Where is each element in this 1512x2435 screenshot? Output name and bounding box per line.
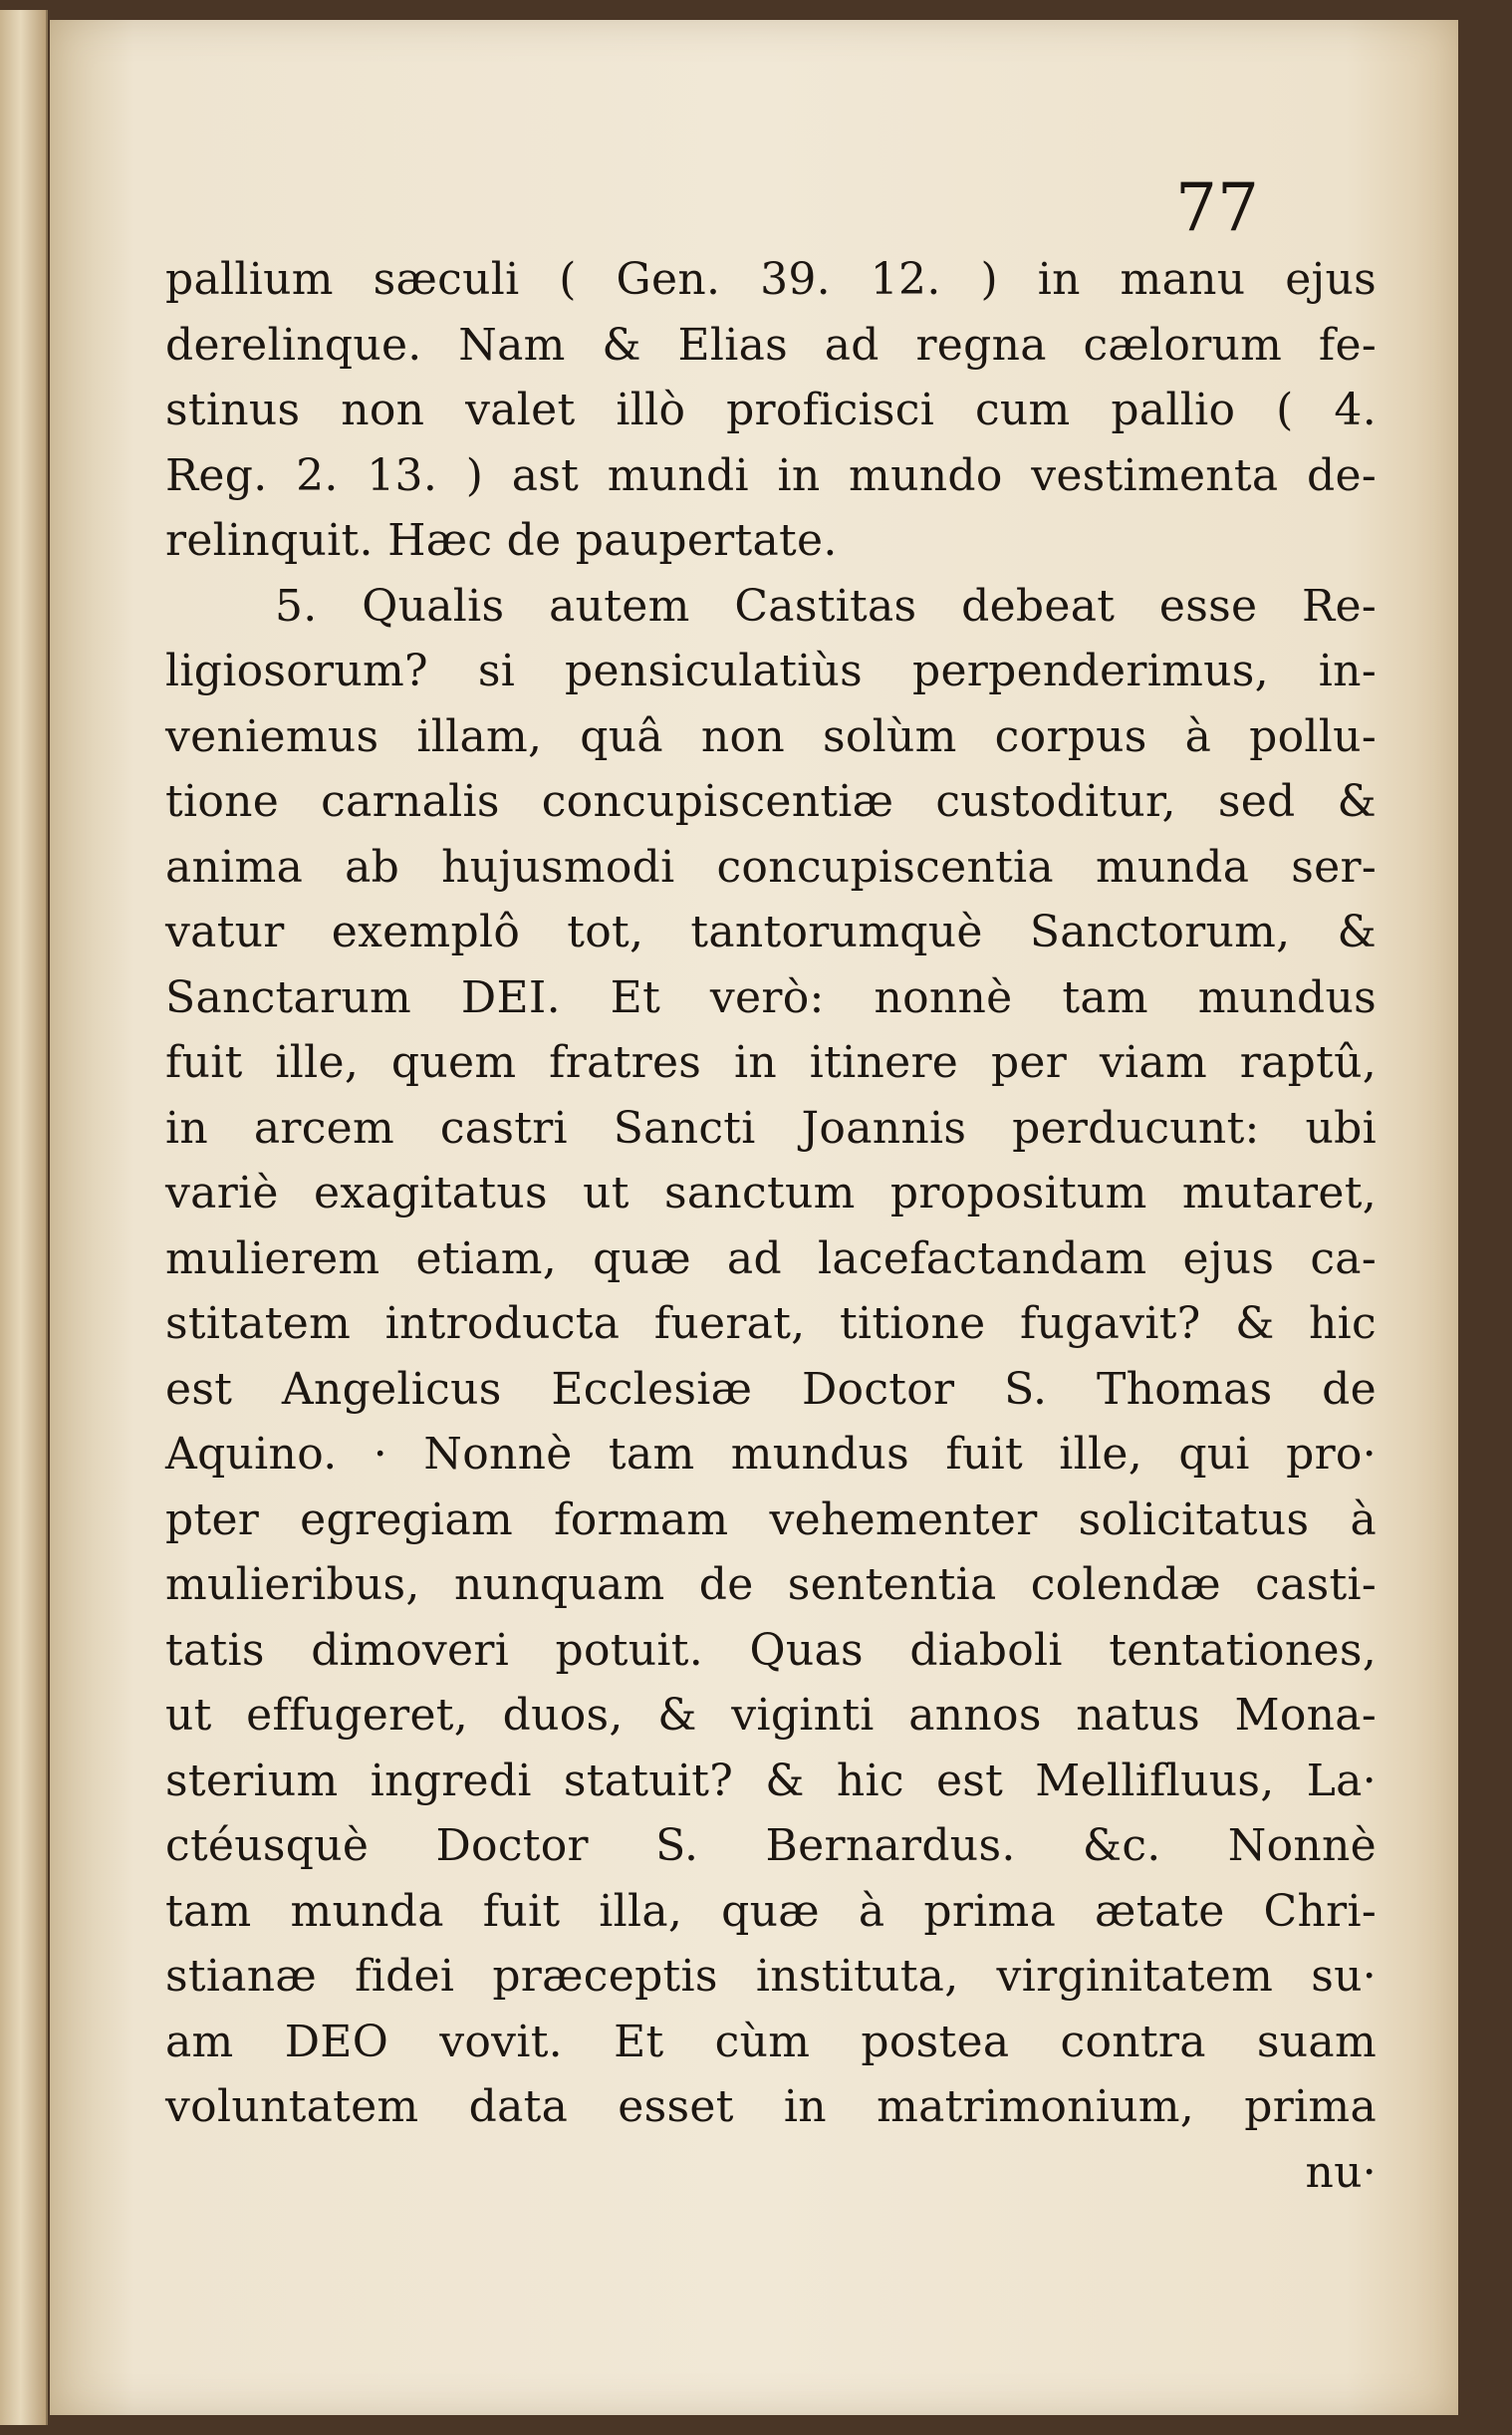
previous-page-edge bbox=[0, 10, 48, 2425]
book-page bbox=[50, 20, 1458, 2415]
text-line-12: Sanctarum DEI. Et verò: nonnè tam mundus bbox=[165, 971, 1377, 1023]
text-line-9: tione carnalis concupiscentiæ custoditur, sed & bbox=[165, 776, 1377, 827]
text-line-27: stianæ fidei præceptis instituta, virginitatem su· bbox=[165, 1951, 1377, 2002]
text-line-23: ut effugeret, duos, & viginti annos natus Mona- bbox=[165, 1690, 1377, 1741]
text-line-4: Reg. 2. 13. ) ast mundi in mundo vestimenta de- bbox=[165, 449, 1377, 501]
text-line-19: Aquino. · Nonnè tam mundus fuit ille, qui pro· bbox=[165, 1429, 1377, 1480]
text-line-5: relinquit. Hæc de paupertate. bbox=[165, 515, 838, 566]
page-number: 77 bbox=[1175, 169, 1259, 246]
text-line-13: fuit ille, quem fratres in itinere per viam raptû, bbox=[165, 1037, 1377, 1088]
text-line-8: veniemus illam, quâ non solùm corpus à pollu- bbox=[165, 710, 1377, 762]
text-line-20: pter egregiam formam vehementer solicitatus à bbox=[165, 1493, 1377, 1545]
text-line-15: variè exagitatus ut sanctum propositum mutaret, bbox=[165, 1168, 1377, 1218]
text-line-6: 5. Qualis autem Castitas debeat esse Re- bbox=[275, 580, 1377, 632]
catchword: nu· bbox=[1305, 2146, 1377, 2198]
text-line-10: anima ab hujusmodi concupiscentia munda ser- bbox=[165, 841, 1377, 893]
body-text bbox=[165, 247, 1377, 2205]
text-line-29: voluntatem data esset in matrimonium, prima bbox=[165, 2081, 1377, 2132]
text-line-2: derelinque. Nam & Elias ad regna cælorum fe- bbox=[165, 319, 1377, 371]
text-line-11: vatur exemplô tot, tantorumquè Sanctorum, & bbox=[165, 907, 1377, 957]
text-line-24: sterium ingredi statuit? & hic est Mellifluus, La· bbox=[165, 1755, 1377, 1806]
text-line-3: stinus non valet illò proficisci cum pallio ( 4. bbox=[165, 385, 1377, 435]
text-line-16: mulierem etiam, quæ ad lacefactandam ejus ca- bbox=[165, 1232, 1377, 1284]
text-line-17: stitatem introducta fuerat, titione fugavit? & hic bbox=[165, 1298, 1377, 1349]
text-line-26: tam munda fuit illa, quæ à prima ætate Chri- bbox=[165, 1885, 1377, 1937]
text-line-28: am DEO vovit. Et cùm postea contra suam bbox=[165, 2016, 1377, 2067]
text-line-25: ctéusquè Doctor S. Bernardus. &c. Nonnè bbox=[165, 1820, 1377, 1871]
text-line-7: ligiosorum? si pensiculatiùs perpenderimus, in- bbox=[165, 646, 1377, 696]
text-line-21: mulieribus, nunquam de sententia colendæ casti- bbox=[165, 1559, 1377, 1610]
text-line-14: in arcem castri Sancti Joannis perducunt: ubi bbox=[165, 1102, 1377, 1154]
text-line-1: pallium sæculi ( Gen. 39. 12. ) in manu ejus bbox=[165, 254, 1377, 305]
text-line-18: est Angelicus Ecclesiæ Doctor S. Thomas de bbox=[165, 1363, 1377, 1415]
text-line-22: tatis dimoveri potuit. Quas diaboli tentationes, bbox=[165, 1624, 1377, 1676]
